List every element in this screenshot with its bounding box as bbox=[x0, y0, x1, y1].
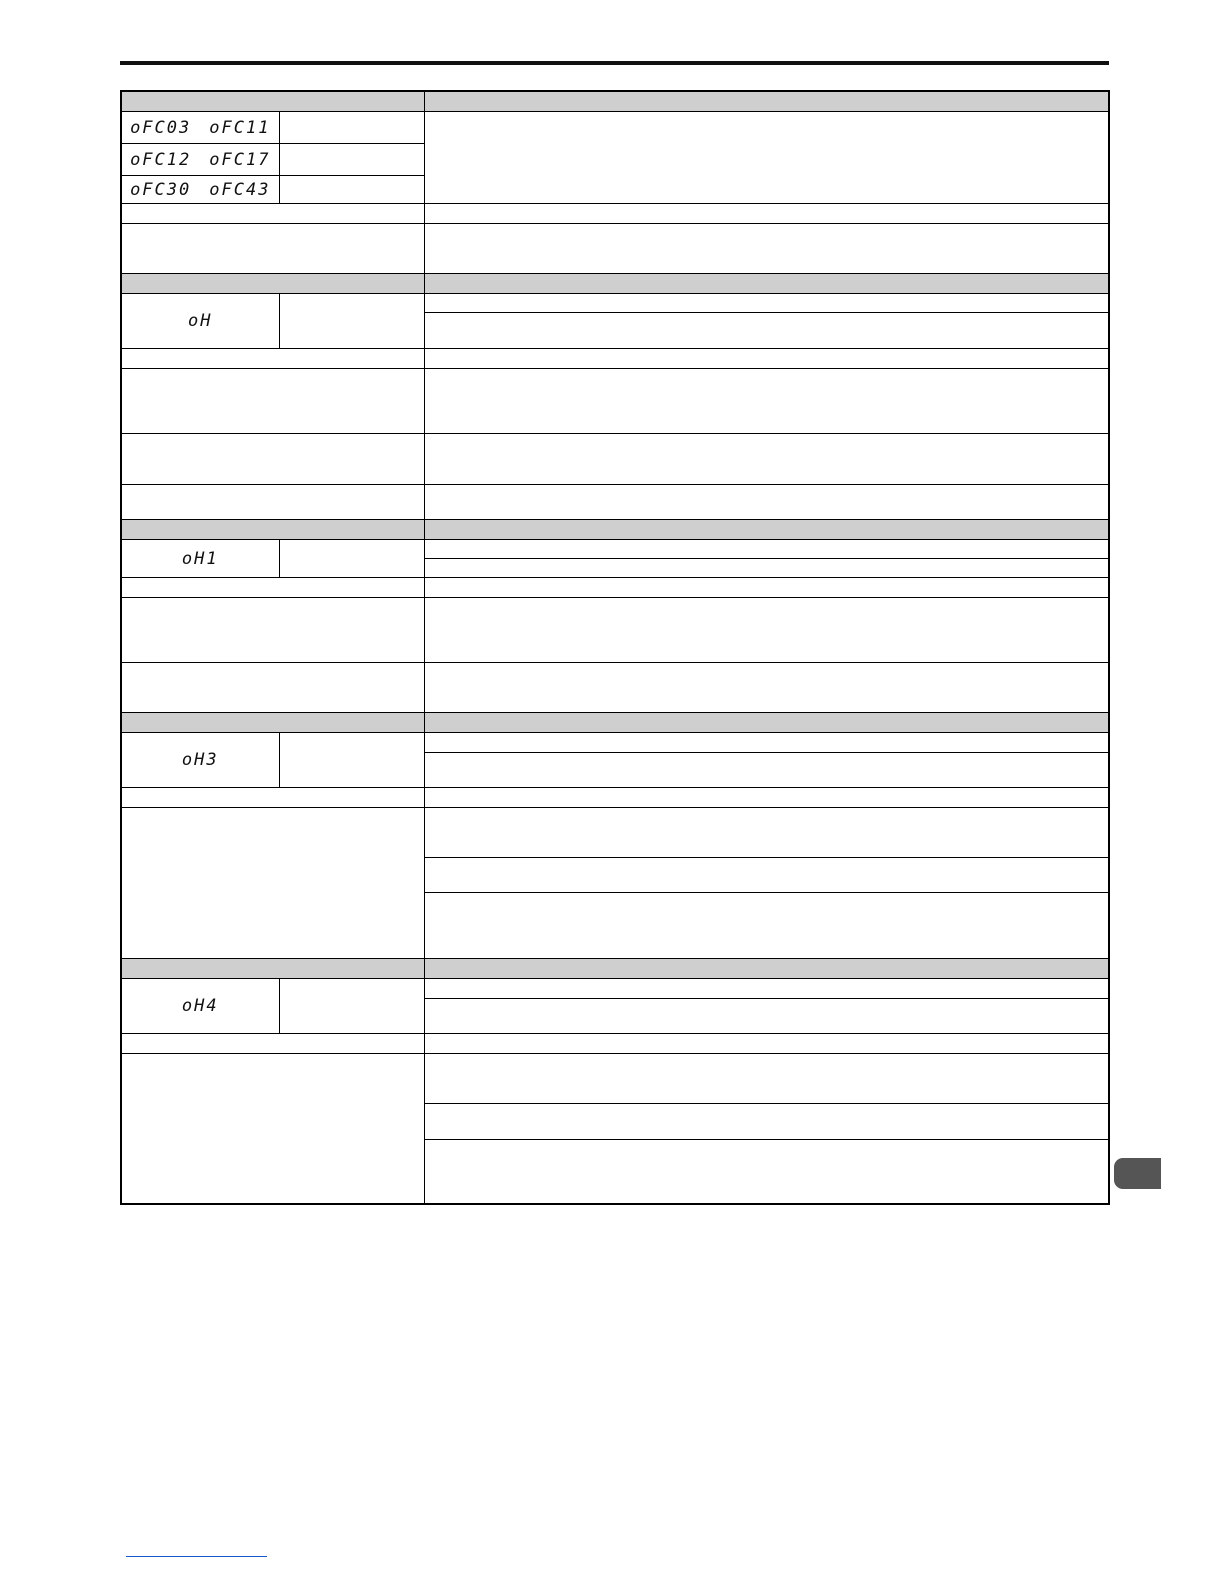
oh3-code-cell bbox=[121, 733, 279, 788]
oh3-header-right bbox=[424, 713, 1109, 733]
ofc-header-right bbox=[424, 91, 1109, 112]
oh3-cause-row bbox=[121, 808, 1109, 858]
oh-cause-row bbox=[121, 485, 1109, 520]
ofc-description-cell bbox=[424, 112, 1109, 204]
oh3-remedy-cell bbox=[424, 858, 1109, 893]
oh-remedy-cell bbox=[424, 349, 1109, 369]
chapter-thumb-tab bbox=[1114, 1158, 1161, 1189]
oh1-cause-cell bbox=[121, 663, 424, 713]
ofc-remedy-cell bbox=[424, 224, 1109, 274]
oh3-code-row bbox=[121, 733, 1109, 753]
oh3-cause-cell bbox=[121, 808, 424, 959]
oh1-remedy-cell bbox=[424, 663, 1109, 713]
oh-code-row bbox=[121, 294, 1109, 313]
oh3-header-row bbox=[121, 713, 1109, 733]
oh4-cause-row bbox=[121, 1054, 1109, 1104]
fault-table bbox=[120, 90, 1110, 1205]
oh1-header-left bbox=[121, 520, 424, 540]
oh1-remedy-cell bbox=[424, 578, 1109, 598]
fault-code-display: oH3 bbox=[181, 750, 219, 770]
oh4-desc-cell-2 bbox=[424, 999, 1109, 1034]
oh4-remedy-cell bbox=[424, 1054, 1109, 1104]
oh4-header-right bbox=[424, 959, 1109, 979]
oh3-remedy-cell bbox=[424, 788, 1109, 808]
ofc-cause-row bbox=[121, 224, 1109, 274]
oh-header-row bbox=[121, 274, 1109, 294]
footer-link-underline[interactable] bbox=[126, 1556, 267, 1557]
oh-cause-cell bbox=[121, 485, 424, 520]
oh-cause-row bbox=[121, 434, 1109, 485]
oh1-desc-cell-1 bbox=[424, 540, 1109, 559]
oh1-cause-row bbox=[121, 598, 1109, 663]
oh4-remedy-cell bbox=[424, 1140, 1109, 1204]
ofc-code-row-1 bbox=[121, 112, 1109, 144]
fault-code-display: oFC11 bbox=[209, 117, 271, 138]
oh1-code-cell bbox=[121, 540, 279, 578]
oh1-name-cell bbox=[279, 540, 424, 578]
fault-code-display: oFC17 bbox=[209, 149, 271, 170]
oh-header-left bbox=[121, 274, 424, 294]
oh3-remedy-cell bbox=[424, 808, 1109, 858]
oh1-cause-row bbox=[121, 578, 1109, 598]
oh4-cause-row bbox=[121, 1034, 1109, 1054]
oh3-name-cell bbox=[279, 733, 424, 788]
oh3-cause-cell bbox=[121, 788, 424, 808]
fault-code-display: oFC03 bbox=[130, 117, 192, 138]
oh-remedy-cell bbox=[424, 485, 1109, 520]
oh-cause-row bbox=[121, 369, 1109, 434]
oh-desc-cell-1 bbox=[424, 294, 1109, 313]
oh4-cause-cell bbox=[121, 1034, 424, 1054]
ofc-code-cell-3 bbox=[121, 176, 279, 204]
ofc-cause-cell bbox=[121, 204, 424, 224]
oh-cause-cell bbox=[121, 434, 424, 485]
ofc-code-cell-1 bbox=[121, 112, 279, 144]
oh3-header-left bbox=[121, 713, 424, 733]
ofc-cause-cell bbox=[121, 224, 424, 274]
oh4-remedy-cell bbox=[424, 1104, 1109, 1140]
oh4-name-cell bbox=[279, 979, 424, 1034]
ofc-name-cell-2 bbox=[279, 144, 424, 176]
oh4-code-row bbox=[121, 979, 1109, 999]
ofc-code-cell-2 bbox=[121, 144, 279, 176]
oh-remedy-cell bbox=[424, 369, 1109, 434]
oh-cause-cell bbox=[121, 349, 424, 369]
oh1-header-right bbox=[424, 520, 1109, 540]
oh4-cause-cell bbox=[121, 1054, 424, 1204]
fault-code-display: oFC30 bbox=[130, 179, 192, 200]
ofc-cause-row bbox=[121, 204, 1109, 224]
oh1-remedy-cell bbox=[424, 598, 1109, 663]
ofc-header-row bbox=[121, 91, 1109, 112]
oh4-header-row bbox=[121, 959, 1109, 979]
ofc-header-left bbox=[121, 91, 424, 112]
oh1-cause-cell bbox=[121, 578, 424, 598]
oh1-cause-cell bbox=[121, 598, 424, 663]
fault-code-display: oH bbox=[188, 311, 213, 331]
oh3-remedy-cell bbox=[424, 893, 1109, 959]
oh-cause-cell bbox=[121, 369, 424, 434]
top-rule bbox=[120, 61, 1109, 65]
fault-code-display: oFC12 bbox=[130, 149, 192, 170]
oh-code-cell bbox=[121, 294, 279, 349]
fault-code-display: oH4 bbox=[181, 996, 219, 1016]
oh-cause-row bbox=[121, 349, 1109, 369]
oh4-code-cell bbox=[121, 979, 279, 1034]
oh3-cause-row bbox=[121, 788, 1109, 808]
oh-remedy-cell bbox=[424, 434, 1109, 485]
fault-code-display: oFC43 bbox=[209, 179, 271, 200]
fault-code-display: oH1 bbox=[181, 548, 219, 569]
oh3-desc-cell-1 bbox=[424, 733, 1109, 753]
oh1-cause-row bbox=[121, 663, 1109, 713]
oh-name-cell bbox=[279, 294, 424, 349]
oh1-desc-cell-2 bbox=[424, 559, 1109, 578]
oh-desc-cell-2 bbox=[424, 313, 1109, 349]
oh4-header-left bbox=[121, 959, 424, 979]
ofc-name-cell-3 bbox=[279, 176, 424, 204]
oh4-remedy-cell bbox=[424, 1034, 1109, 1054]
oh-header-right bbox=[424, 274, 1109, 294]
oh1-code-row bbox=[121, 540, 1109, 559]
oh3-desc-cell-2 bbox=[424, 753, 1109, 788]
ofc-remedy-cell bbox=[424, 204, 1109, 224]
ofc-name-cell-1 bbox=[279, 112, 424, 144]
oh4-desc-cell-1 bbox=[424, 979, 1109, 999]
oh1-header-row bbox=[121, 520, 1109, 540]
